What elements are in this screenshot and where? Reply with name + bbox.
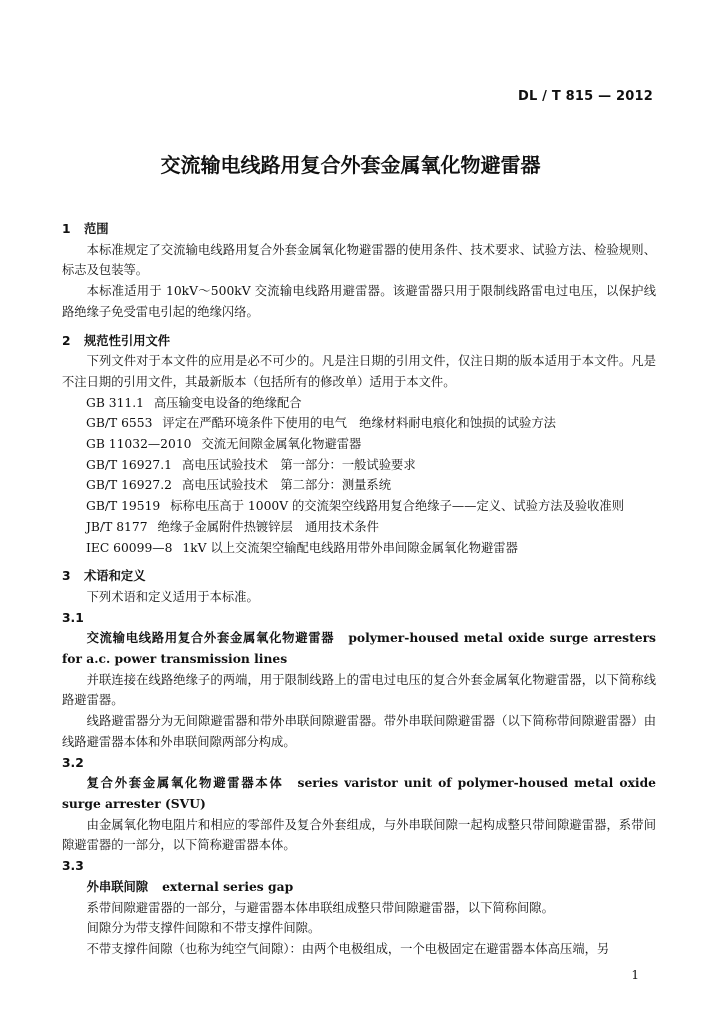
reference-code: GB/T 16927.2 [86, 478, 172, 493]
reference-code: GB 311.1 [86, 395, 144, 410]
term-zh: 交流输电线路用复合外套金属氧化物避雷器 [86, 631, 335, 646]
term-heading [62, 628, 656, 669]
reference-title: 交流无间隙金属氧化物避雷器 [201, 437, 362, 452]
paragraph: 系带间隙避雷器的一部分，与避雷器本体串联组成整只带间隙避雷器，以下简称间隙。 [86, 900, 554, 915]
document-title: 交流输电线路用复合外套金属氧化物避雷器 [160, 153, 541, 177]
term-number: 3.2 [62, 755, 84, 770]
paragraph: 线路避雷器分为无间隙避雷器和带外串联间隙避雷器。带外串联间隙避雷器（以下简称带间隙避雷器）由线路避雷器本体和外串联间隙两部分构成。 [62, 714, 656, 749]
reference-code: GB/T 6553 [86, 416, 153, 431]
reference-code: JB/T 8177 [86, 519, 148, 534]
section-number: 3 [62, 569, 71, 584]
term-number: 3.1 [62, 610, 84, 625]
reference-code: IEC 60099—8 [86, 540, 173, 555]
normative-references-list [62, 393, 656, 559]
paragraph: 并联连接在线路绝缘子的两端，用于限制线路上的雷电过电压的复合外套金属氧化物避雷器，以下简称线路避雷器。 [62, 672, 656, 708]
section-number: 1 [62, 222, 71, 236]
paragraph: 不带支撑件间隙（也称为纯空气间隙）：由两个电极组成，一个电极固定在避雷器本体高压端，另 [86, 941, 610, 956]
section-2-heading [62, 331, 656, 352]
reference-item [62, 455, 656, 476]
reference-title: 绝缘子金属附件热镀锌层 通用技术条件 [157, 519, 379, 534]
reference-code: GB/T 19519 [86, 499, 161, 514]
term-en: external series gap [162, 878, 294, 894]
paragraph: 下列文件对于本文件的应用是必不可少的。凡是注日期的引用文件，仅注日期的版本适用于本文件。凡是不注日期的引用文件，其最新版本（包括所有的修改单）适用于本文件。 [62, 354, 656, 389]
term-en: series varistor unit of polymer-housed metal oxide surge arrester (SVU) [62, 775, 656, 811]
reference-item [62, 413, 656, 434]
reference-title: 评定在严酷环境条件下使用的电气 绝缘材料耐电痕化和蚀损的试验方法 [162, 416, 556, 431]
section-title: 规范性引用文件 [84, 333, 171, 348]
standard-number: DL / T 815 — 2012 [517, 89, 653, 104]
term-heading [62, 877, 656, 898]
section-3-heading [62, 566, 656, 587]
reference-item [62, 517, 656, 538]
term-zh: 复合外套金属氧化物避雷器本体 [86, 776, 284, 791]
paragraph: 间隙分为带支撑件间隙和不带支撑件间隙。 [86, 921, 321, 936]
reference-item [62, 538, 656, 559]
reference-item [62, 434, 656, 455]
page-number: 1 [631, 968, 639, 982]
section-title: 范围 [84, 222, 109, 236]
term-en: polymer-housed metal oxide surge arresters for a.c. power transmission lines [62, 630, 656, 667]
paragraph: 本标准适用于 10kV～500kV 交流输电线路用避雷器。该避雷器只用于限制线路雷电过电压，以保护线路绝缘子免受雷电引起的绝缘闪络。 [62, 284, 656, 319]
body-text [62, 219, 656, 960]
term-number: 3.3 [62, 859, 84, 874]
paragraph: 由金属氧化物电阻片和相应的零部件及复合外套组成，与外串联间隙一起构成整只带间隙避雷器，系带间隙避雷器的一部分，以下简称避雷器本体。 [62, 817, 656, 853]
reference-item [62, 393, 656, 414]
reference-title: 1kV 以上交流架空输配电线路用带外串间隙金属氧化物避雷器 [182, 540, 518, 555]
paragraph: 本标准规定了交流输电线路用复合外套金属氧化物避雷器的使用条件、技术要求、试验方法、检验规则、标志及包装等。 [62, 242, 656, 278]
reference-item [62, 496, 656, 517]
reference-code: GB 11032—2010 [86, 437, 192, 452]
reference-title: 高压输变电设备的绝缘配合 [153, 395, 302, 410]
reference-code: GB/T 16927.1 [86, 457, 172, 472]
reference-title: 高电压试验技术 第一部分：一般试验要求 [181, 457, 416, 472]
term-heading [62, 773, 656, 814]
reference-title: 标称电压高于 1000V 的交流架空线路用复合绝缘子——定义、试验方法及验收准则 [170, 499, 625, 514]
section-1-heading [62, 219, 656, 240]
reference-title: 高电压试验技术 第二部分：测量系统 [181, 478, 392, 493]
section-number: 2 [62, 333, 71, 348]
section-title: 术语和定义 [84, 569, 146, 584]
term-zh: 外串联间隙 [86, 879, 149, 894]
paragraph: 下列术语和定义适用于本标准。 [86, 589, 259, 604]
reference-item [62, 475, 656, 496]
